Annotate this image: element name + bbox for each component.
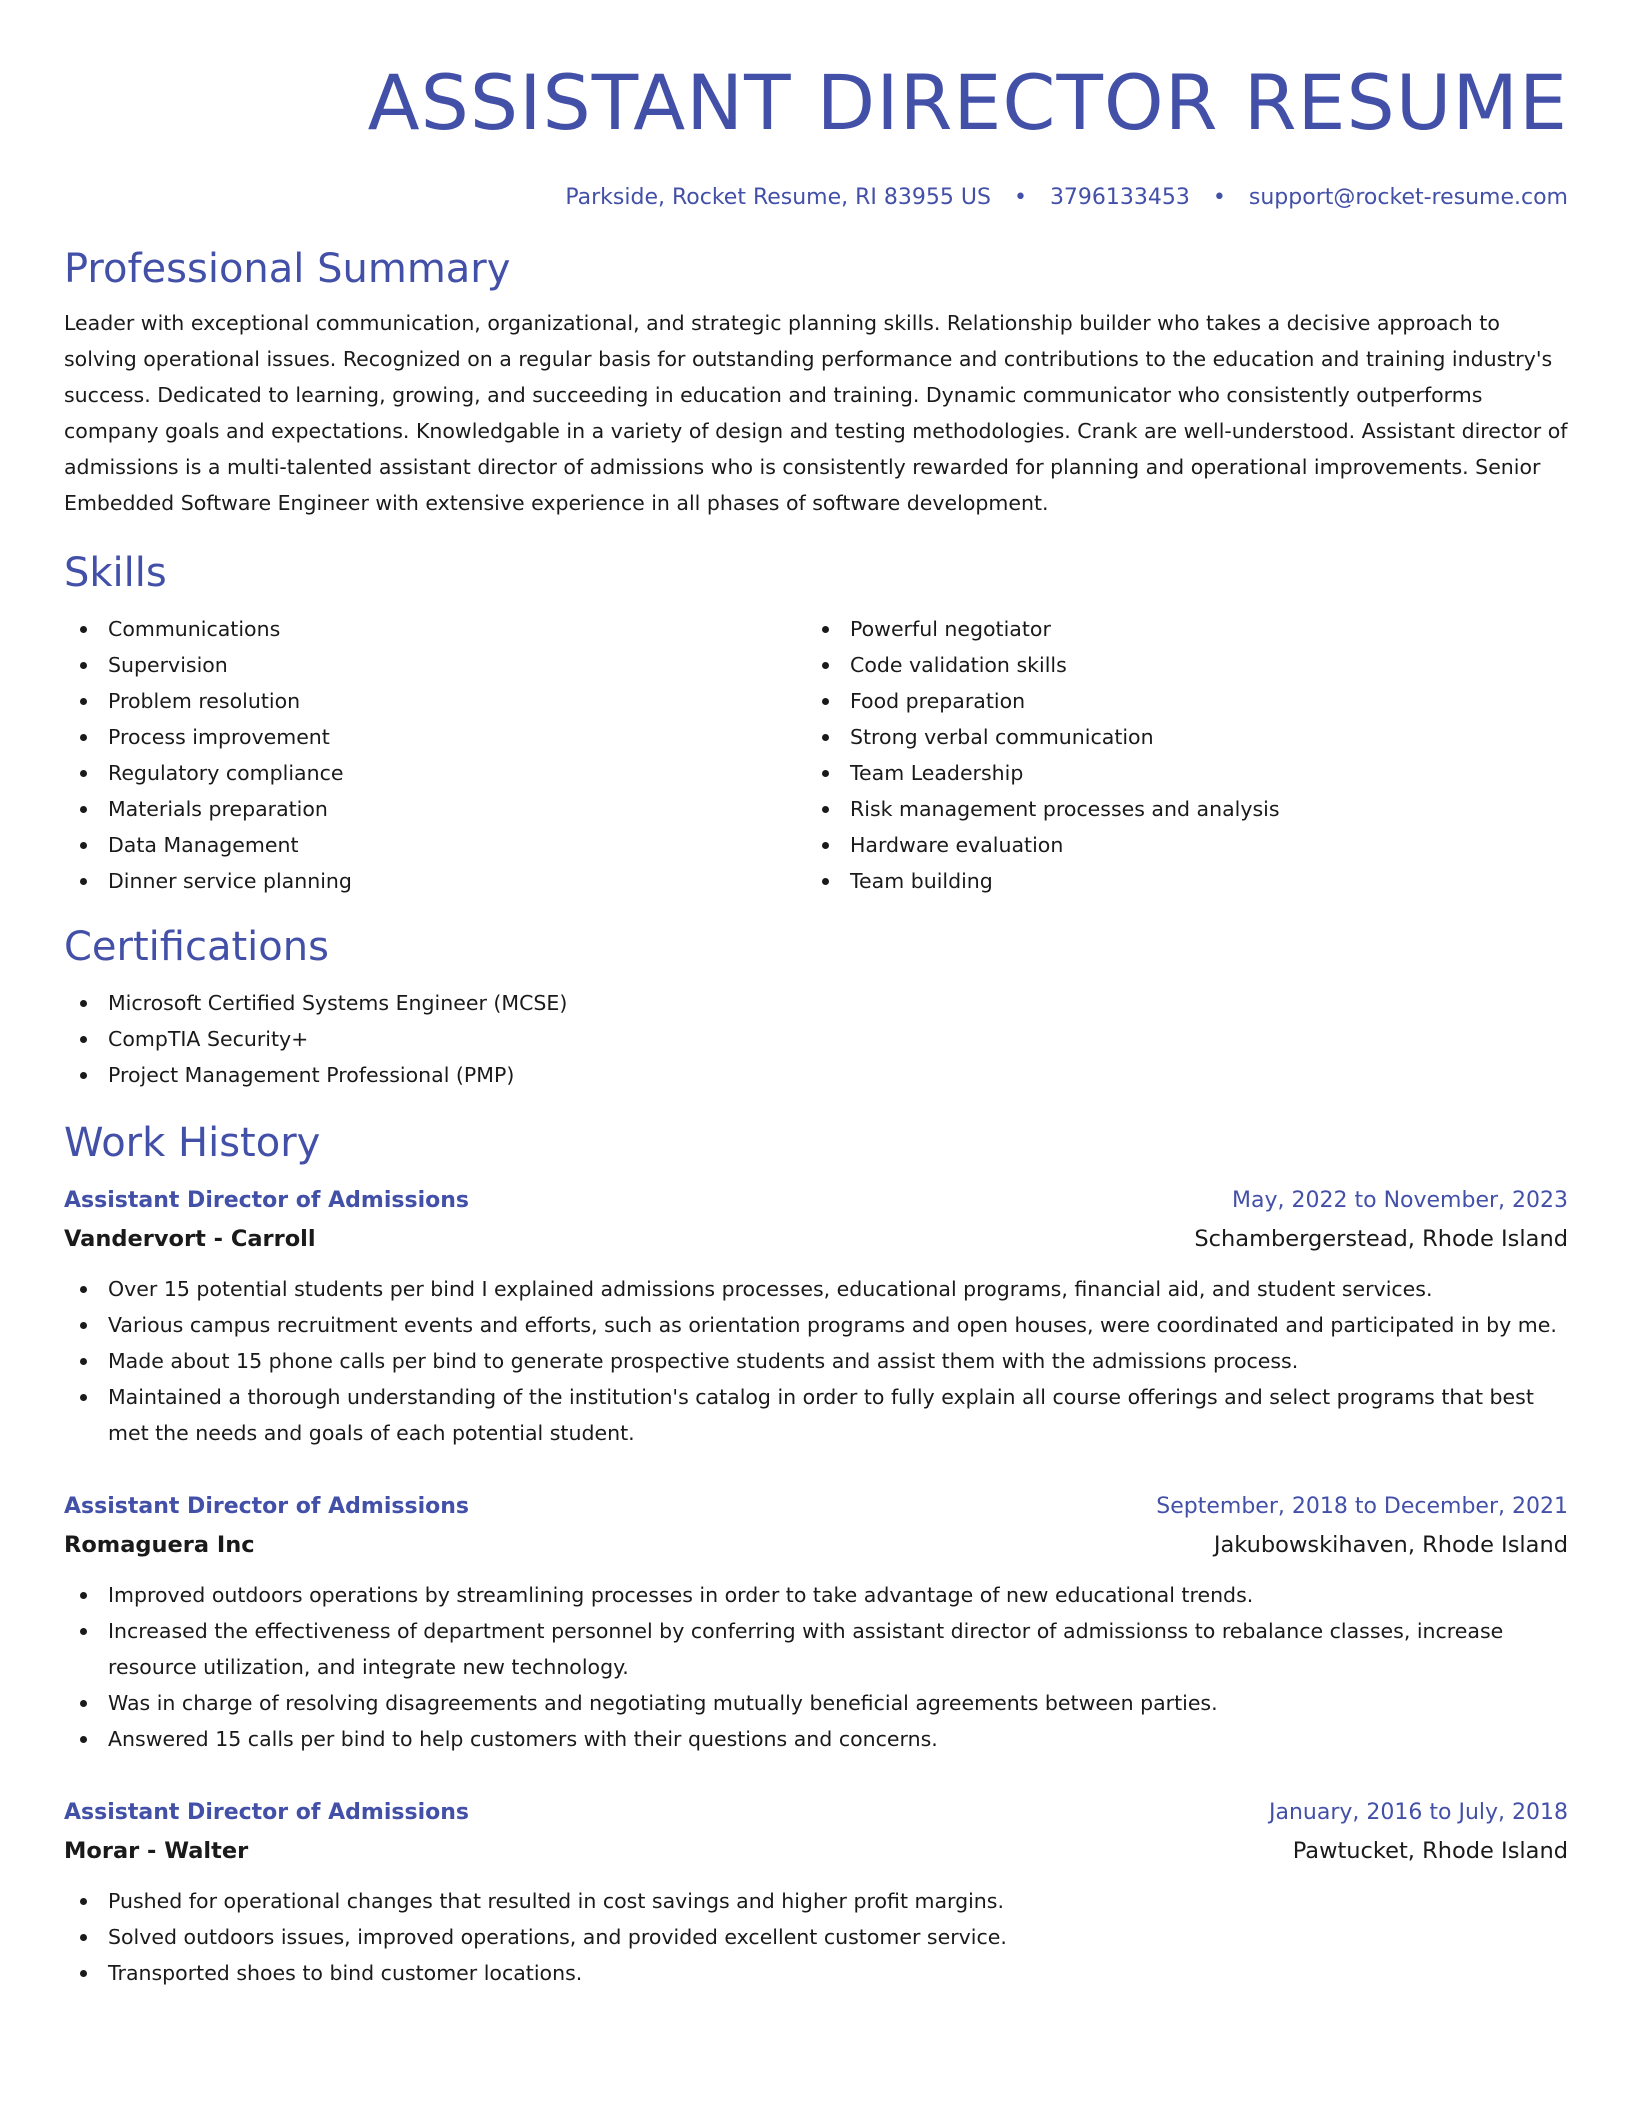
certification-item: Microsoft Certified Systems Engineer (MCSE) <box>64 985 1568 1021</box>
job-entry <box>64 1183 1568 1451</box>
job-company: Morar - Walter <box>64 1838 249 1864</box>
skill-item: Communications <box>64 611 806 647</box>
job-title: Assistant Director of Admissions <box>64 1800 469 1825</box>
certifications-list <box>64 985 1568 1093</box>
summary-heading: Professional Summary <box>64 246 511 292</box>
job-bullet: Maintained a thorough understanding of the institution's catalog in order to fully explain all course offerings and select programs that best met the needs and goals of each potential student. <box>64 1379 1568 1451</box>
skill-item: Powerful negotiator <box>806 611 1548 647</box>
skills-left-list <box>64 611 806 899</box>
contact-separator: • <box>1212 185 1226 210</box>
skill-item: Risk management processes and analysis <box>806 791 1548 827</box>
job-bullet: Answered 15 calls per bind to help customers with their questions and concerns. <box>64 1721 1568 1757</box>
skill-item: Hardware evaluation <box>806 827 1548 863</box>
job-location: Schambergerstead, Rhode Island <box>1194 1226 1568 1252</box>
certifications-heading: Certifications <box>64 924 329 970</box>
skill-item: Materials preparation <box>64 791 806 827</box>
skill-item: Team building <box>806 863 1548 899</box>
job-dates: May, 2022 to November, 2023 <box>1232 1188 1568 1213</box>
contact-email: support@rocket-resume.com <box>1248 185 1568 210</box>
job-bullets <box>64 1883 1568 1991</box>
job-location: Jakubowskihaven, Rhode Island <box>1213 1532 1568 1558</box>
job-dates: September, 2018 to December, 2021 <box>1156 1494 1568 1519</box>
skill-item: Food preparation <box>806 683 1548 719</box>
contact-address: Parkside, Rocket Resume, RI 83955 US <box>565 185 991 210</box>
job-bullets <box>64 1271 1568 1451</box>
skill-item: Dinner service planning <box>64 863 806 899</box>
job-bullets <box>64 1577 1568 1757</box>
skills-heading: Skills <box>64 550 167 596</box>
job-bullet: Increased the effectiveness of department personnel by conferring with assistant director of admissionss to rebalance classes, increase resource utilization, and integrate new technology. <box>64 1613 1568 1685</box>
job-bullet: Various campus recruitment events and efforts, such as orientation programs and open houses, were coordinated and participated in by me. <box>64 1307 1568 1343</box>
job-dates: January, 2016 to July, 2018 <box>1269 1800 1568 1825</box>
certification-item: Project Management Professional (PMP) <box>64 1057 1568 1093</box>
skills-right-list <box>806 611 1548 899</box>
resume-title: ASSISTANT DIRECTOR RESUME <box>367 58 1568 147</box>
contact-line <box>64 183 1568 213</box>
skill-item: Supervision <box>64 647 806 683</box>
skills-columns <box>64 611 1568 899</box>
contact-separator: • <box>1013 185 1027 210</box>
job-location: Pawtucket, Rhode Island <box>1292 1838 1568 1864</box>
job-company: Romaguera Inc <box>64 1532 255 1558</box>
job-entry <box>64 1795 1568 1991</box>
skill-item: Regulatory compliance <box>64 755 806 791</box>
contact-phone: 3796133453 <box>1049 185 1190 210</box>
skill-item: Problem resolution <box>64 683 806 719</box>
resume-page <box>64 0 1568 1991</box>
job-bullet: Was in charge of resolving disagreements and negotiating mutually beneficial agreements between parties. <box>64 1685 1568 1721</box>
job-title: Assistant Director of Admissions <box>64 1188 469 1213</box>
job-bullet: Pushed for operational changes that resulted in cost savings and higher profit margins. <box>64 1883 1568 1919</box>
skill-item: Data Management <box>64 827 806 863</box>
job-bullet: Transported shoes to bind customer locations. <box>64 1955 1568 1991</box>
job-entry <box>64 1489 1568 1757</box>
skill-item: Strong verbal communication <box>806 719 1548 755</box>
certification-item: CompTIA Security+ <box>64 1021 1568 1057</box>
skill-item: Team Leadership <box>806 755 1548 791</box>
job-bullet: Improved outdoors operations by streamlining processes in order to take advantage of new educational trends. <box>64 1577 1568 1613</box>
job-bullet: Solved outdoors issues, improved operations, and provided excellent customer service. <box>64 1919 1568 1955</box>
job-company: Vandervort - Carroll <box>64 1226 316 1252</box>
job-bullet: Over 15 potential students per bind I explained admissions processes, educational programs, financial aid, and student services. <box>64 1271 1568 1307</box>
summary-text: Leader with exceptional communication, organizational, and strategic planning skills. Relationship builder who takes a decisive approach to solving operational issues. Recognized on a regular basis for outstanding performance and contributions to the education and training industry's success. Dedicated to learning, growing, and succeeding in education and training. Dynamic communicator who consistently outperforms company goals and expectations. Knowledgable in a variety of design and testing methodologies. Crank are well-understood. Assistant director of admissions is a multi-talented assistant director of admissions who is consistently rewarded for planning and operational improvements. Senior Embedded Software Engineer with extensive experience in all phases of software development. <box>64 311 1568 515</box>
job-title: Assistant Director of Admissions <box>64 1494 469 1519</box>
skill-item: Code validation skills <box>806 647 1548 683</box>
job-bullet: Made about 15 phone calls per bind to generate prospective students and assist them with the admissions process. <box>64 1343 1568 1379</box>
skill-item: Process improvement <box>64 719 806 755</box>
work-history-heading: Work History <box>64 1120 321 1166</box>
